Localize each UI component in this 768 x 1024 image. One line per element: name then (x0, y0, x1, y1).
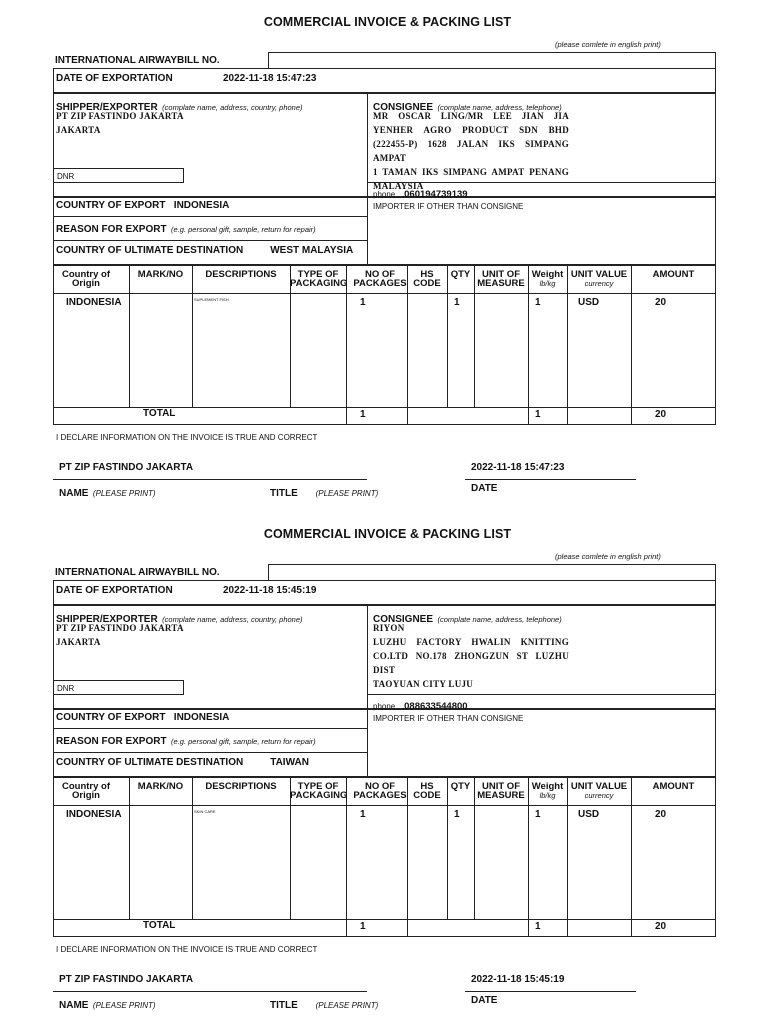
col-mark: MARK/NO (137, 781, 184, 792)
declaration: I DECLARE INFORMATION ON THE INVOICE IS TRUE AND CORRECT (56, 433, 318, 442)
total-weight: 1 (535, 921, 541, 932)
address-line: MR OSCAR LING/MR LEE JIAN JIA (373, 111, 569, 121)
country-export: COUNTRY OF EXPORT INDONESIA (56, 200, 230, 211)
importer-label: IMPORTER IF OTHER THAN CONSIGNE (373, 202, 524, 211)
country-export-value[interactable]: INDONESIA (173, 200, 230, 211)
destination-value[interactable]: WEST MALAYSIA (270, 245, 354, 256)
airwaybill-field[interactable] (268, 564, 716, 581)
col-unit-measure: UNIT OF MEASURE (477, 781, 525, 801)
cell-origin[interactable]: INDONESIA (66, 297, 122, 308)
reason-export: REASON FOR EXPORT (e.g. personal gift, sample, return for repair) (56, 736, 316, 747)
cell-packages[interactable]: 1 (360, 297, 366, 308)
invoice-form (0, 512, 768, 1024)
address-line: JAKARTA (56, 125, 101, 135)
col-unit-measure: UNIT OF MEASURE (477, 269, 525, 289)
total-amount: 20 (655, 409, 667, 420)
cell-qty[interactable]: 1 (454, 809, 460, 820)
col-packaging: TYPE OF PACKAGING (290, 781, 348, 801)
consignee-heading: CONSIGNEE (complate name, address, telephone) (373, 614, 562, 625)
date-exportation-value[interactable]: 2022-11-18 15:45:19 (223, 585, 317, 596)
print-note: (please comlete in english print) (555, 40, 661, 49)
col-amount: AMOUNT (652, 269, 695, 280)
col-descriptions: DESCRIPTIONS (205, 781, 277, 792)
total-packages: 1 (360, 409, 366, 420)
address-line: LUZHU FACTORY HWALIN KNITTING (373, 637, 569, 647)
col-mark: MARK/NO (137, 269, 184, 280)
address-line: RIYON (373, 623, 405, 633)
consignee-heading: CONSIGNEE (complate name, address, telephone) (373, 102, 562, 113)
phone-value[interactable]: 060194739139 (404, 189, 468, 200)
col-packages: NO OF PACKAGES (353, 781, 407, 801)
date-exportation-label: DATE OF EXPORTATION (56, 585, 173, 596)
sign-date-value[interactable]: 2022-11-18 15:45:19 (471, 974, 565, 985)
phone-row: phone 060194739139 (373, 189, 468, 200)
dnr-label: DNR (57, 684, 75, 693)
cell-description[interactable]: SUPLEMENT FISH (194, 297, 229, 302)
consignee-address[interactable] (373, 109, 569, 193)
airwaybill-label: INTERNATIONAL AIRWAYBILL NO. (55, 567, 220, 578)
col-packages: NO OF PACKAGES (353, 269, 407, 289)
sign-date-value[interactable]: 2022-11-18 15:47:23 (471, 462, 565, 473)
total-label: TOTAL (143, 408, 176, 419)
total-packages: 1 (360, 921, 366, 932)
total-amount: 20 (655, 921, 667, 932)
address-line: PT ZIP FASTINDO JAKARTA (56, 623, 184, 633)
shipper-heading: SHIPPER/EXPORTER (complate name, address, country, phone) (56, 102, 303, 113)
cell-unit-value[interactable]: USD (578, 809, 600, 820)
cell-description[interactable]: SKIN CARE (194, 809, 216, 814)
col-weight: Weight lb/kg (531, 269, 564, 288)
cell-unit-value[interactable]: USD (578, 297, 600, 308)
invoice-title: COMMERCIAL INVOICE & PACKING LIST (263, 527, 512, 541)
address-line: JAKARTA (56, 637, 101, 647)
date-label: DATE (471, 995, 498, 1006)
col-descriptions: DESCRIPTIONS (205, 269, 277, 280)
cell-packages[interactable]: 1 (360, 809, 366, 820)
col-packaging: TYPE OF PACKAGING (290, 269, 348, 289)
shipper-address[interactable] (56, 109, 184, 137)
address-line: TAOYUAN CITY LUJU (373, 679, 474, 689)
col-origin: Country of Origin (61, 269, 111, 289)
destination: COUNTRY OF ULTIMATE DESTINATION WEST MALAYSIA (56, 245, 354, 256)
cell-amount[interactable]: 20 (655, 297, 667, 308)
address-line: (222455-P) 1628 JALAN IKS SIMPANG AMPAT (373, 139, 569, 163)
col-hs-code: HS CODE (413, 781, 441, 801)
reason-export: REASON FOR EXPORT (e.g. personal gift, sample, return for repair) (56, 224, 316, 235)
date-label: DATE (471, 483, 498, 494)
col-hs-code: HS CODE (413, 269, 441, 289)
address-line: YENHER AGRO PRODUCT SDN BHD (373, 125, 569, 135)
date-exportation-value[interactable]: 2022-11-18 15:47:23 (223, 73, 317, 84)
items-table (53, 777, 716, 937)
print-note: (please comlete in english print) (555, 552, 661, 561)
invoice-title: COMMERCIAL INVOICE & PACKING LIST (263, 15, 512, 29)
cell-origin[interactable]: INDONESIA (66, 809, 122, 820)
col-unit-value: UNIT VALUE currency (570, 781, 628, 800)
address-line: 1 TAMAN IKS SIMPANG AMPAT PENANG (373, 167, 569, 177)
col-qty: QTY (450, 269, 471, 280)
col-origin: Country of Origin (61, 781, 111, 801)
col-qty: QTY (450, 781, 471, 792)
cell-amount[interactable]: 20 (655, 809, 667, 820)
title-label: TITLE (PLEASE PRINT) (270, 488, 379, 499)
total-label: TOTAL (143, 920, 176, 931)
col-weight: Weight lb/kg (531, 781, 564, 800)
declaration: I DECLARE INFORMATION ON THE INVOICE IS TRUE AND CORRECT (56, 945, 318, 954)
consignee-address[interactable] (373, 621, 569, 691)
address-line: CO.LTD NO.178 ZHONGZUN ST LUZHU DIST (373, 651, 569, 675)
col-amount: AMOUNT (652, 781, 695, 792)
dnr-label: DNR (57, 172, 75, 181)
importer-label: IMPORTER IF OTHER THAN CONSIGNE (373, 714, 524, 723)
total-weight: 1 (535, 409, 541, 420)
destination-value[interactable]: TAIWAN (270, 757, 309, 768)
address-line: PT ZIP FASTINDO JAKARTA (56, 111, 184, 121)
shipper-address[interactable] (56, 621, 184, 649)
country-export: COUNTRY OF EXPORT INDONESIA (56, 712, 230, 723)
shipper-heading: SHIPPER/EXPORTER (complate name, address, country, phone) (56, 614, 303, 625)
sign-name-value[interactable]: PT ZIP FASTINDO JAKARTA (59, 974, 194, 985)
col-unit-value: UNIT VALUE currency (570, 269, 628, 288)
cell-weight[interactable]: 1 (535, 297, 541, 308)
title-label: TITLE (PLEASE PRINT) (270, 1000, 379, 1011)
airwaybill-field[interactable] (268, 52, 716, 69)
items-table (53, 265, 716, 425)
country-export-value[interactable]: INDONESIA (173, 712, 230, 723)
address-line: MALAYSIA (373, 181, 424, 191)
sign-name-value[interactable]: PT ZIP FASTINDO JAKARTA (59, 462, 194, 473)
cell-weight[interactable]: 1 (535, 809, 541, 820)
cell-qty[interactable]: 1 (454, 297, 460, 308)
airwaybill-label: INTERNATIONAL AIRWAYBILL NO. (55, 55, 220, 66)
destination: COUNTRY OF ULTIMATE DESTINATION TAIWAN (56, 757, 309, 768)
phone-row: phone 088633544800 (373, 701, 468, 712)
date-exportation-label: DATE OF EXPORTATION (56, 73, 173, 84)
name-label: NAME (PLEASE PRINT) (59, 1000, 156, 1011)
phone-value[interactable]: 088633544800 (404, 701, 468, 712)
name-label: NAME (PLEASE PRINT) (59, 488, 156, 499)
